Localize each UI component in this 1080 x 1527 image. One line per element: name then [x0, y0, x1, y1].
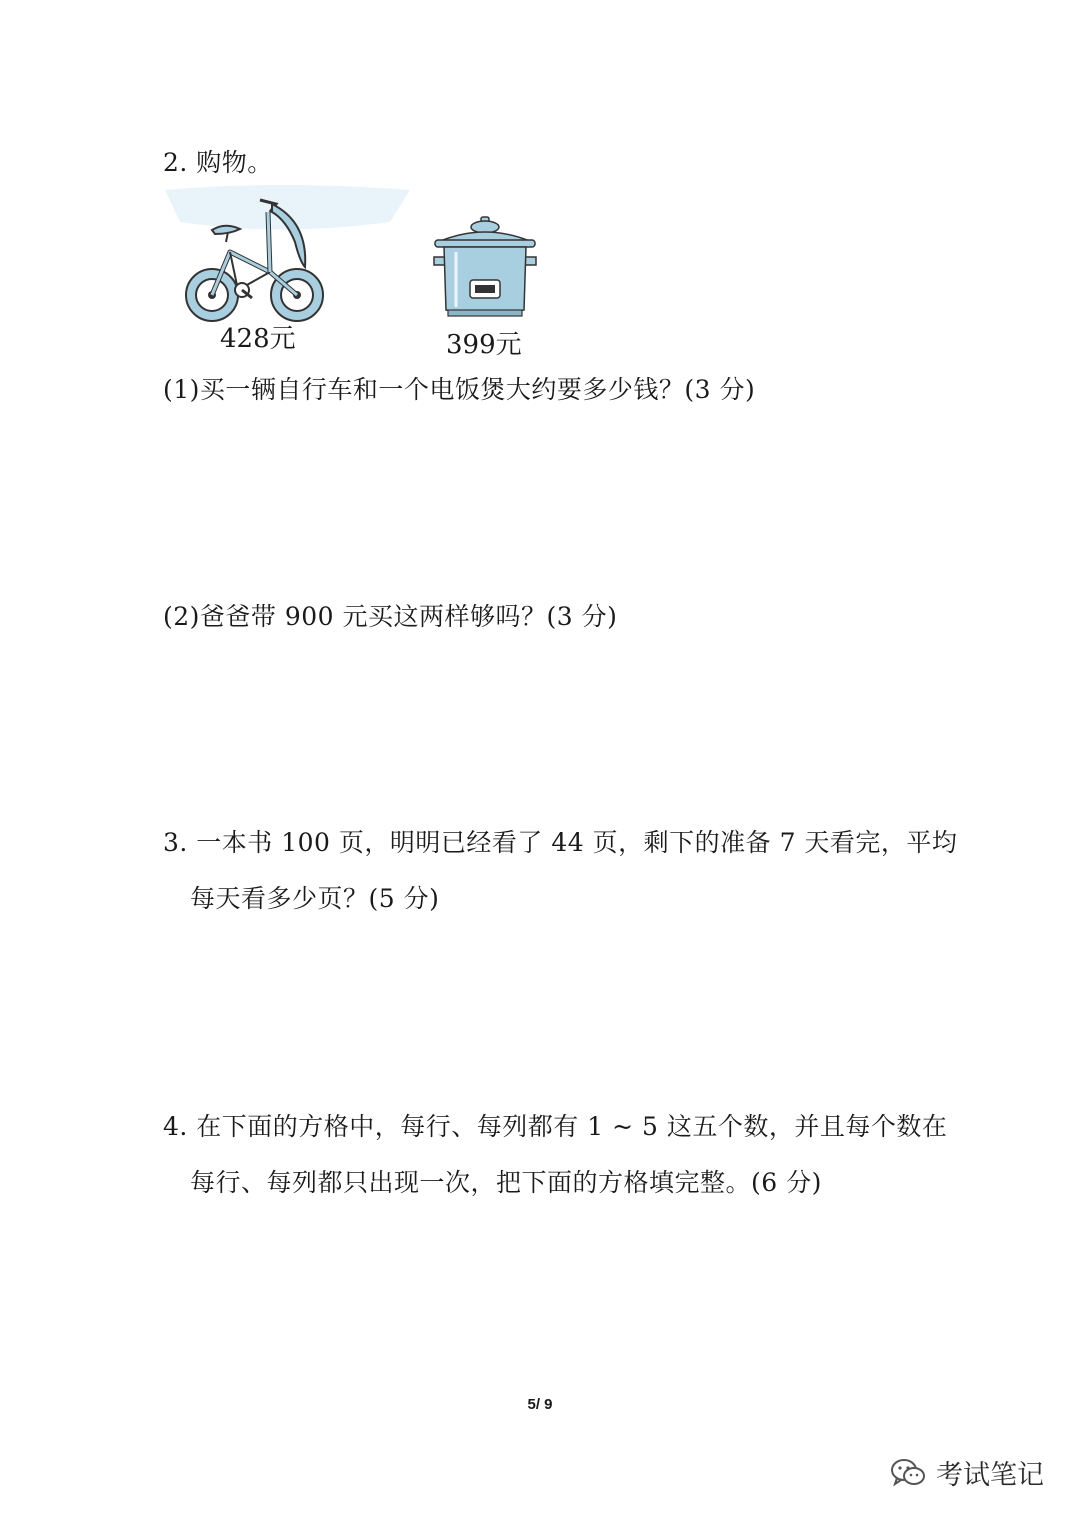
question-2-part-1: (1)买一辆自行车和一个电饭煲大约要多少钱？(3 分) [163, 375, 756, 404]
question-4-line-2: 每行、每列都只出现一次，把下面的方格填完整。(6 分) [190, 1168, 822, 1197]
question-4-line-1: 4. 在下面的方格中，每行、每列都有 1 ~ 5 这五个数，并且每个数在 [163, 1112, 948, 1141]
watermark-text: 考试笔记 [936, 1460, 1044, 1491]
wechat-icon [890, 1458, 926, 1488]
rice-cooker-price: 399元 [446, 330, 522, 360]
question-2-title: 2. 购物。 [163, 148, 273, 177]
watermark [890, 1453, 1044, 1492]
question-3-line-1: 3. 一本书 100 页，明明已经看了 44 页，剩下的准备 7 天看完，平均 [163, 828, 958, 857]
page-number: 5/ 9 [527, 1396, 553, 1413]
rice-cooker-illustration [430, 212, 540, 322]
bicycle-illustration [160, 182, 420, 322]
bicycle-price: 428元 [220, 324, 296, 354]
question-2-part-2: (2)爸爸带 900 元买这两样够吗？(3 分) [163, 602, 618, 631]
question-3-line-2: 每天看多少页？(5 分) [190, 884, 440, 913]
